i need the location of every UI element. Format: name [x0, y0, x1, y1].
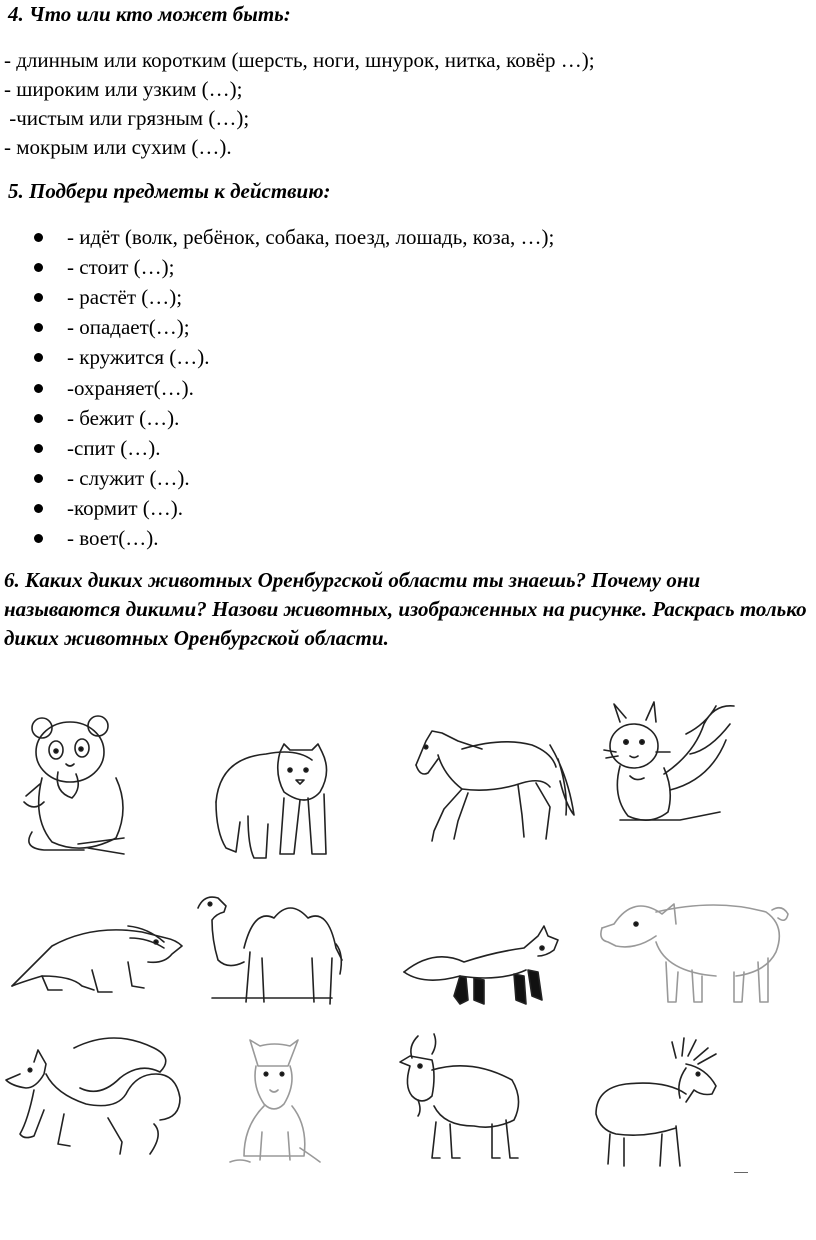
page-mark [734, 1172, 748, 1173]
horse-drawing [408, 725, 576, 845]
bullet-icon [34, 504, 43, 513]
task4-heading: 4. Что или кто может быть: [8, 2, 291, 26]
bullet-icon [34, 323, 43, 332]
panda-drawing [18, 712, 130, 860]
badger-drawing [8, 910, 184, 998]
task4-line-2: - широким или узким (…); [4, 77, 243, 101]
task4-line-1: - длинным или коротким (шерсть, ноги, шнурок, нитка, ковёр …); [4, 48, 595, 72]
moose-drawing [590, 1034, 730, 1168]
list-item: -кормит (…). [30, 494, 554, 524]
bullet-icon [34, 233, 43, 242]
bear-drawing [208, 742, 338, 866]
bullet-icon [34, 263, 43, 272]
fox-drawing [400, 920, 560, 1006]
list-item: - идёт (волк, ребёнок, собака, поезд, лошадь, коза, …); [30, 222, 554, 252]
list-item: -спит (…). [30, 433, 554, 463]
bullet-icon [34, 474, 43, 483]
bullet-icon [34, 353, 43, 362]
goat-drawing [388, 1030, 528, 1168]
task5-list [30, 222, 554, 554]
pig-drawing [596, 886, 794, 1014]
list-item: - служит (…). [30, 464, 554, 494]
list-item: - опадает(…); [30, 313, 554, 343]
task6-text: 6. Каких диких животных Оренбургской области ты знаешь? Почему они называются дикими? Назови животных, изображенных на рисунке. Раскрась только диких животных Оренбургской области. [4, 568, 807, 650]
task5-heading: 5. Подбери предметы к действию: [8, 179, 331, 203]
bullet-icon [34, 414, 43, 423]
list-item: - кружится (…). [30, 343, 554, 373]
weasel-drawing [4, 1034, 192, 1166]
list-item: -охраняет(…). [30, 373, 554, 403]
bullet-icon [34, 293, 43, 302]
camel-drawing [192, 888, 348, 1014]
squirrel-drawing [600, 694, 740, 836]
bullet-icon [34, 384, 43, 393]
list-item: - воет(…). [30, 524, 554, 554]
bullet-icon [34, 444, 43, 453]
dog-drawing [222, 1034, 332, 1170]
list-item: - бежит (…). [30, 403, 554, 433]
list-item: - стоит (…); [30, 252, 554, 282]
list-item: - растёт (…); [30, 282, 554, 312]
task4-line-3: -чистым или грязным (…); [4, 106, 250, 130]
bullet-icon [34, 534, 43, 543]
task4-line-4: - мокрым или сухим (…). [4, 135, 232, 159]
